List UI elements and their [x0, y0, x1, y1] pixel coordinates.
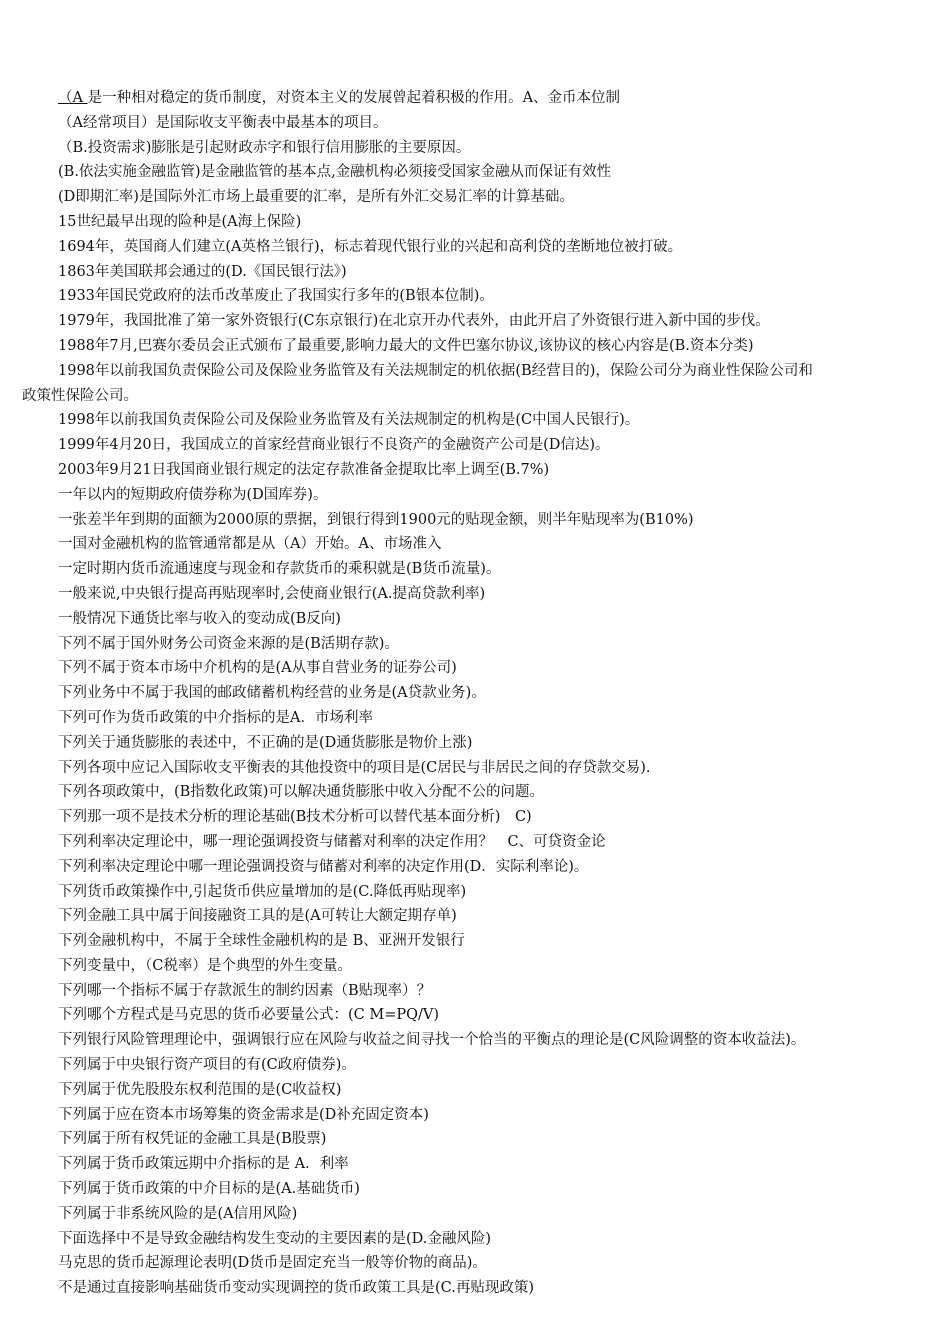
text-line [0, 582, 950, 607]
line-text: 政策性保险公司。 [22, 387, 138, 404]
text-line [0, 235, 950, 260]
text-line [0, 210, 950, 235]
text-line [0, 185, 950, 210]
text-line [0, 1028, 950, 1053]
line-text: 一定时期内货币流通速度与现金和存款货币的乘积就是(B货币流量)。 [58, 561, 501, 578]
line-text: 下列哪一个指标不属于存款派生的制约因素（B贴现率）？ [58, 982, 432, 999]
text-line [0, 359, 950, 384]
text-line [0, 929, 950, 954]
text-line [0, 408, 950, 433]
text-line [0, 1103, 950, 1128]
text-line [0, 86, 950, 111]
line-text: 下列哪个方程式是马克思的货币必要量公式：(C M=PQ/V) [58, 1007, 440, 1024]
text-line [0, 731, 950, 756]
text-line [0, 780, 950, 805]
line-text: 下列各项政策中，(B指数化政策)可以解决通货膨胀中收入分配不公的问题。 [58, 784, 544, 801]
line-text: 下列属于应在资本市场筹集的资金需求是(D补充固定资本) [58, 1106, 429, 1123]
line-text: (B.依法实施金融监管)是金融监管的基本点,金融机构必须接受国家金融从而保证有效性 [58, 164, 612, 181]
text-line [0, 334, 950, 359]
line-text: 下列各项中应记入国际收支平衡表的其他投资中的项目是(C居民与非居民之间的存贷款交易). [58, 759, 651, 776]
text-line [0, 160, 950, 185]
line-text: 下列属于货币政策的中介目标的是(A.基础货币) [58, 1181, 360, 1198]
line-text: 1979年，我国批准了第一家外资银行(C东京银行)在北京开办代表外，由此开启了外资银行进入新中国的步伐。 [58, 313, 770, 330]
line-text: 一般来说,中央银行提高再贴现率时,会使商业银行(A.提高贷款利率) [58, 585, 486, 602]
underlined-prefix: （A [58, 90, 88, 106]
text-line [0, 1053, 950, 1078]
line-text: 下列属于非系统风险的是(A信用风险) [58, 1205, 298, 1222]
line-text: 下列货币政策操作中,引起货币供应量增加的是(C.降低再贴现率) [58, 883, 467, 900]
line-text: 一般情况下通货比率与收入的变动成(B反向) [58, 610, 341, 627]
text-line [0, 532, 950, 557]
text-line [0, 756, 950, 781]
line-text: 是一种相对稳定的货币制度，对资本主义的发展曾起着积极的作用。A、金币本位制 [87, 90, 621, 106]
text-line [0, 607, 950, 632]
text-line [0, 309, 950, 334]
line-text: 下列属于中央银行资产项目的有(C政府债券)。 [58, 1057, 356, 1074]
line-text: 一国对金融机构的监管通常都是从（A）开始。A、市场准入 [58, 536, 442, 553]
text-line [0, 260, 950, 285]
text-line [0, 805, 950, 830]
line-text: 1998年以前我国负责保险公司及保险业务监管及有关法规制定的机依据(B经营目的)，保险公司分为商业性保险公司和 [58, 362, 813, 379]
line-text: 下列不属于资本市场中介机构的是(A从事自营业务的证券公司) [58, 660, 457, 677]
document-body [0, 86, 950, 1301]
line-text: 下列关于通货膨胀的表述中，不正确的是(D通货膨胀是物价上涨) [58, 734, 473, 751]
text-line [0, 1003, 950, 1028]
line-text: 1694年，英国商人们建立(A英格兰银行)，标志着现代银行业的兴起和高利贷的垄断地位被打破。 [58, 238, 683, 255]
text-line [0, 954, 950, 979]
text-line-continuation [0, 384, 950, 409]
line-text: 下列可作为货币政策的中介指标的是A．市场利率 [58, 709, 373, 726]
text-line [0, 508, 950, 533]
line-text: 下列那一项不是技术分析的理论基础(B技术分析可以替代基本面分析) C) [58, 809, 532, 826]
line-text: 下列属于所有权凭证的金融工具是(B股票) [58, 1131, 327, 1148]
text-line [0, 284, 950, 309]
line-text: 1933年国民党政府的法币改革废止了我国实行多年的(B银本位制)。 [58, 288, 494, 305]
line-text: 下列利率决定理论中，哪一理论强调投资与储蓄对利率的决定作用？ C、可贷资金论 [58, 833, 606, 850]
line-text: 马克思的货币起源理论表明(D货币是固定充当一般等价物的商品)。 [58, 1255, 487, 1272]
line-text: 15世纪最早出现的险种是(A海上保险) [58, 213, 302, 230]
line-text: （B.投资需求)膨胀是引起财政赤字和银行信用膨胀的主要原因。 [58, 139, 471, 156]
line-text: 一年以内的短期政府债券称为(D国库券)。 [58, 486, 328, 503]
text-line [0, 483, 950, 508]
text-line [0, 979, 950, 1004]
line-text: 下列金融工具中属于间接融资工具的是(A可转让大额定期存单) [58, 908, 457, 925]
text-line [0, 433, 950, 458]
line-text: 下列金融机构中，不属于全球性金融机构的是 B、亚洲开发银行 [58, 933, 465, 950]
line-text: 下列业务中不属于我国的邮政储蓄机构经营的业务是(A贷款业务)。 [58, 685, 486, 702]
line-text: 下列利率决定理论中哪一理论强调投资与储蓄对利率的决定作用(D．实际利率论)。 [58, 858, 589, 875]
line-text: 1999年4月20日，我国成立的首家经营商业银行不良资产的金融资产公司是(D信达)。 [58, 437, 610, 454]
line-text: 下列银行风险管理理论中，强调银行应在风险与收益之间寻找一个恰当的平衡点的理论是(C风险调整的资本收益法)。 [58, 1032, 806, 1049]
text-line [0, 855, 950, 880]
text-line [0, 706, 950, 731]
text-line [0, 880, 950, 905]
line-text: 下列属于货币政策远期中介指标的是 A．利率 [58, 1156, 349, 1173]
line-text: (D即期汇率)是国际外汇市场上最重要的汇率，是所有外汇交易汇率的计算基础。 [58, 189, 574, 206]
text-line [0, 1202, 950, 1227]
text-line [0, 830, 950, 855]
text-line [0, 1227, 950, 1252]
text-line [0, 557, 950, 582]
text-line [0, 681, 950, 706]
text-line [0, 1078, 950, 1103]
line-text: 下列不属于国外财务公司资金来源的是(B活期存款)。 [58, 635, 399, 652]
text-line [0, 458, 950, 483]
line-text: 1998年以前我国负责保险公司及保险业务监管及有关法规制定的机构是(C中国人民银行)。 [58, 412, 640, 429]
line-text: 1988年7月,巴赛尔委员会正式颁布了最重要,影响力最大的文件巴塞尔协议,该协议的核心内容是(B.资本分类) [58, 337, 754, 354]
text-line [0, 656, 950, 681]
line-text: 1863年美国联邦会通过的(D.《国民银行法》) [58, 263, 347, 280]
line-text: 2003年9月21日我国商业银行规定的法定存款准备金提取比率上调至(B.7%) [58, 461, 550, 478]
line-text: 一张差半年到期的面额为2000原的票据，到银行得到1900元的贴现金额，则半年贴现率为(B10%) [58, 511, 694, 528]
line-text: 下列变量中，（C税率）是个典型的外生变量。 [58, 957, 352, 974]
line-text: 不是通过直接影响基础货币变动实现调控的货币政策工具是(C.再贴现政策) [58, 1280, 534, 1297]
text-line [0, 1177, 950, 1202]
line-text: （A经常项目）是国际收支平衡表中最基本的项目。 [58, 114, 388, 131]
text-line [0, 1276, 950, 1301]
text-line [0, 1127, 950, 1152]
text-line [0, 1251, 950, 1276]
line-text: 下面选择中不是导致金融结构发生变动的主要因素的是(D.金融风险) [58, 1230, 492, 1247]
text-line [0, 136, 950, 161]
text-line [0, 632, 950, 657]
text-line [0, 111, 950, 136]
line-text: 下列属于优先股股东权利范围的是(C收益权) [58, 1081, 342, 1098]
text-line [0, 1152, 950, 1177]
text-line [0, 904, 950, 929]
